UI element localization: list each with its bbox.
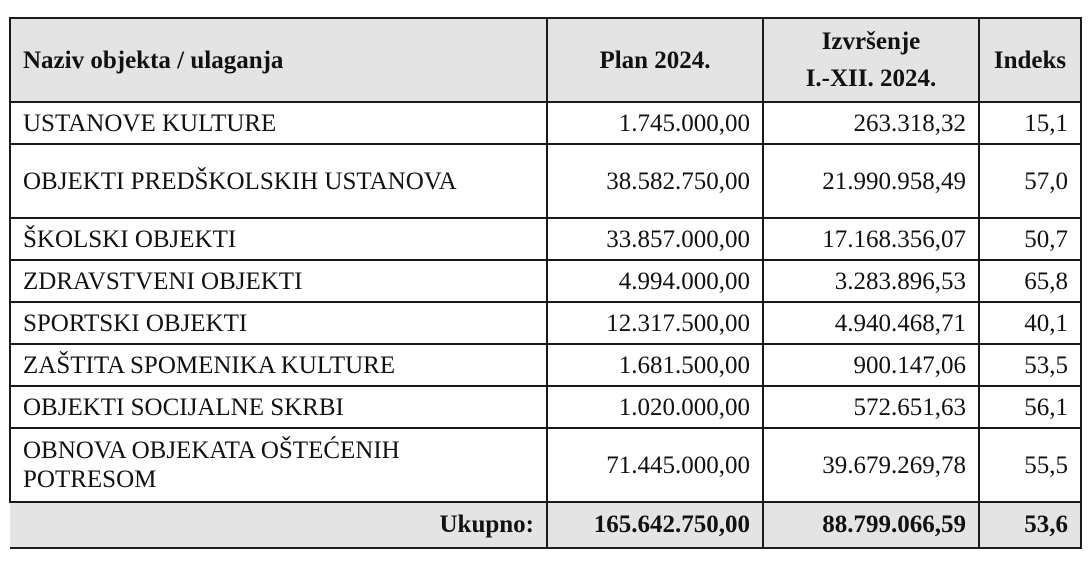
table-row — [10, 428, 1081, 502]
row-plan: 1.681.500,00 — [547, 344, 763, 386]
row-name: OBJEKTI SOCIJALNE SKRBI — [10, 386, 547, 428]
row-izvrsenje: 900.147,06 — [763, 344, 979, 386]
table-row — [10, 344, 1081, 386]
row-name: ŠKOLSKI OBJEKTI — [10, 218, 547, 260]
total-izvrsenje: 88.799.066,59 — [763, 502, 979, 548]
table-row — [10, 102, 1081, 144]
row-name: OBNOVA OBJEKATA OŠTEĆENIH POTRESOM — [10, 428, 547, 502]
row-indeks: 57,0 — [979, 144, 1081, 218]
row-name: OBJEKTI PREDŠKOLSKIH USTANOVA — [10, 144, 547, 218]
table-row — [10, 386, 1081, 428]
row-indeks: 53,5 — [979, 344, 1081, 386]
table-row — [10, 144, 1081, 218]
row-indeks: 15,1 — [979, 102, 1081, 144]
row-izvrsenje: 4.940.468,71 — [763, 302, 979, 344]
row-indeks: 65,8 — [979, 260, 1081, 302]
column-header-izvrsenje-line1: Izvršenje — [821, 28, 921, 55]
budget-execution-table — [9, 17, 1082, 549]
table-row — [10, 260, 1081, 302]
row-plan: 1.020.000,00 — [547, 386, 763, 428]
row-plan: 71.445.000,00 — [547, 428, 763, 502]
total-plan: 165.642.750,00 — [547, 502, 763, 548]
row-plan: 4.994.000,00 — [547, 260, 763, 302]
row-name: ZDRAVSTVENI OBJEKTI — [10, 260, 547, 302]
total-indeks: 53,6 — [979, 502, 1081, 548]
row-izvrsenje: 21.990.958,49 — [763, 144, 979, 218]
row-name: USTANOVE KULTURE — [10, 102, 547, 144]
row-izvrsenje: 39.679.269,78 — [763, 428, 979, 502]
row-plan: 38.582.750,00 — [547, 144, 763, 218]
row-indeks: 55,5 — [979, 428, 1081, 502]
table-row — [10, 302, 1081, 344]
row-plan: 33.857.000,00 — [547, 218, 763, 260]
row-plan: 12.317.500,00 — [547, 302, 763, 344]
column-header-izvrsenje — [763, 18, 979, 102]
row-izvrsenje: 572.651,63 — [763, 386, 979, 428]
table-row — [10, 218, 1081, 260]
column-header-indeks: Indeks — [979, 18, 1081, 102]
column-header-plan: Plan 2024. — [547, 18, 763, 102]
row-izvrsenje: 3.283.896,53 — [763, 260, 979, 302]
total-label: Ukupno: — [10, 502, 547, 548]
column-header-name: Naziv objekta / ulaganja — [10, 18, 547, 102]
row-izvrsenje: 17.168.356,07 — [763, 218, 979, 260]
row-indeks: 40,1 — [979, 302, 1081, 344]
row-plan: 1.745.000,00 — [547, 102, 763, 144]
row-indeks: 56,1 — [979, 386, 1081, 428]
table-header-row — [10, 18, 1081, 102]
row-name: ZAŠTITA SPOMENIKA KULTURE — [10, 344, 547, 386]
column-header-izvrsenje-line2: I.-XII. 2024. — [805, 65, 937, 92]
row-izvrsenje: 263.318,32 — [763, 102, 979, 144]
row-indeks: 50,7 — [979, 218, 1081, 260]
row-name: SPORTSKI OBJEKTI — [10, 302, 547, 344]
total-row — [10, 502, 1081, 548]
